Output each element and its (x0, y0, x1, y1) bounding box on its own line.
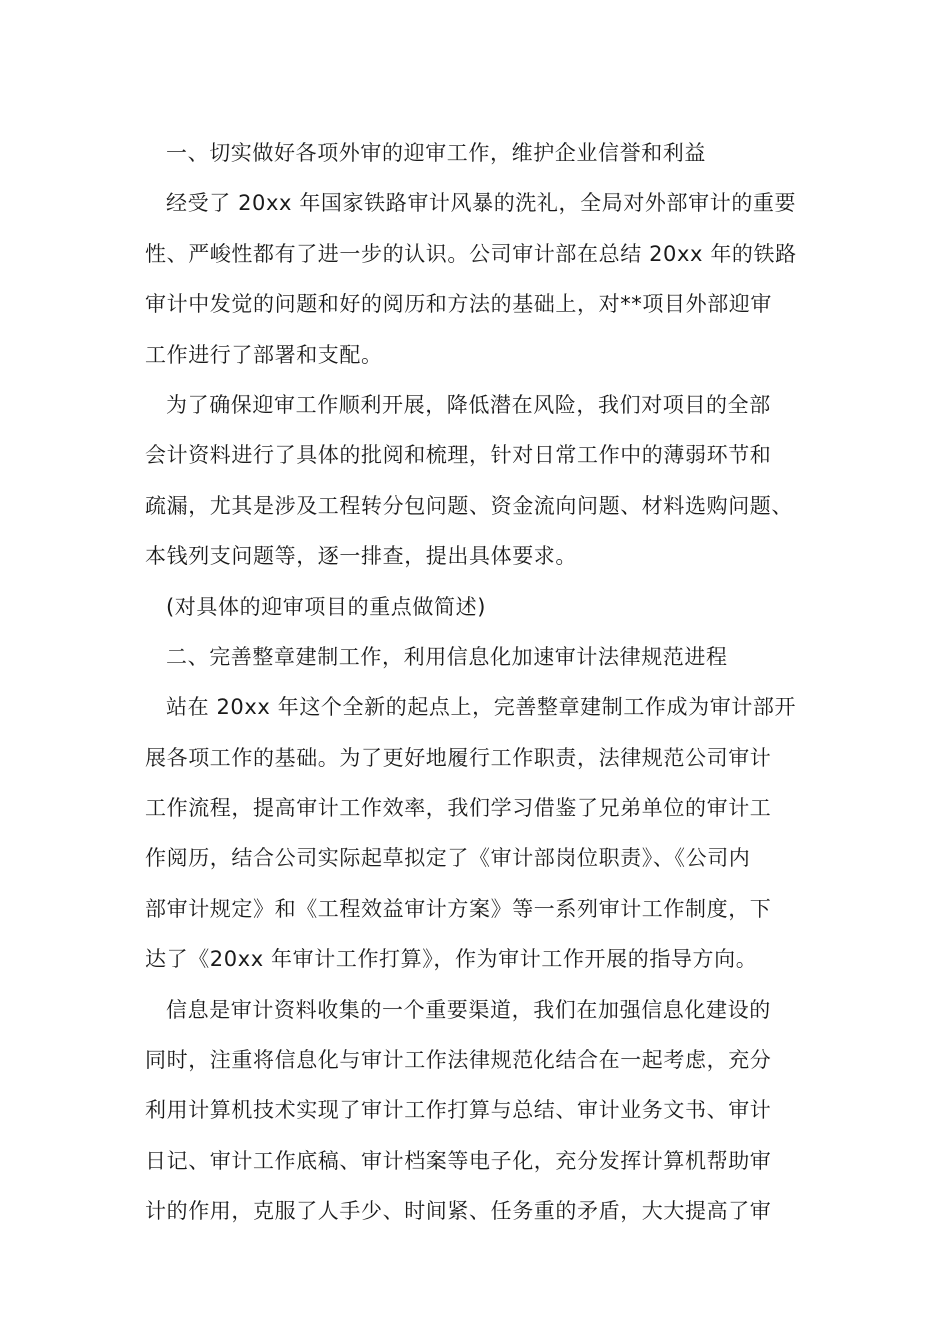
text-line: 工作流程，提高审计工作效率，我们学习借鉴了兄弟单位的审计工 (145, 796, 772, 821)
text-line: 会计资料进行了具体的批阅和梳理，针对日常工作中的薄弱环节和 (145, 443, 772, 468)
text-line: 为了确保迎审工作顺利开展，降低潜在风险，我们对项目的全部 (166, 392, 771, 417)
text-line: 经受了 20xx 年国家铁路审计风暴的洗礼，全局对外部审计的重要 (166, 191, 797, 216)
text-line: 作阅历，结合公司实际起草拟定了《审计部岗位职责》、《公司内 (145, 846, 751, 871)
text-line: 信息是审计资料收集的一个重要渠道，我们在加强信息化建设的 (166, 997, 771, 1022)
text-line: 达了《20xx 年审计工作打算》，作为审计工作开展的指导方向。 (145, 947, 758, 972)
text-line: 同时，注重将信息化与审计工作法律规范化结合在一起考虑，充分 (145, 1048, 772, 1073)
text-line: 疏漏，尤其是涉及工程转分包问题、资金流向问题、材料选购问题、 (145, 493, 793, 518)
text-line: 部审计规定》和《工程效益审计方案》等一系列审计工作制度，下 (145, 896, 772, 921)
text-line: 展各项工作的基础。为了更好地履行工作职责，法律规范公司审计 (145, 745, 772, 770)
text-line: 二、完善整章建制工作，利用信息化加速审计法律规范进程 (166, 644, 728, 669)
text-line: 计的作用，克服了人手少、时间紧、任务重的矛盾，大大提高了审 (145, 1199, 772, 1224)
text-line: 站在 20xx 年这个全新的起点上，完善整章建制工作成为审计部开 (166, 695, 797, 720)
text-line: 一、切实做好各项外审的迎审工作，维护企业信誉和利益 (166, 141, 706, 165)
text-line: 性、严峻性都有了进一步的认识。公司审计部在总结 20xx 年的铁路 (145, 241, 797, 266)
text-line: (对具体的迎审项目的重点做简述) (166, 594, 486, 619)
text-line: 日记、审计工作底稿、审计档案等电子化，充分发挥计算机帮助审 (145, 1148, 772, 1173)
text-line: 利用计算机技术实现了审计工作打算与总结、审计业务文书、审计 (145, 1098, 772, 1123)
text-line: 工作进行了部署和支配。 (145, 342, 383, 367)
text-line: 本钱列支问题等，逐一排查，提出具体要求。 (145, 544, 577, 569)
text-line: 审计中发觉的问题和好的阅历和方法的基础上，对**项目外部迎审 (145, 292, 772, 317)
document-body (145, 128, 835, 1237)
